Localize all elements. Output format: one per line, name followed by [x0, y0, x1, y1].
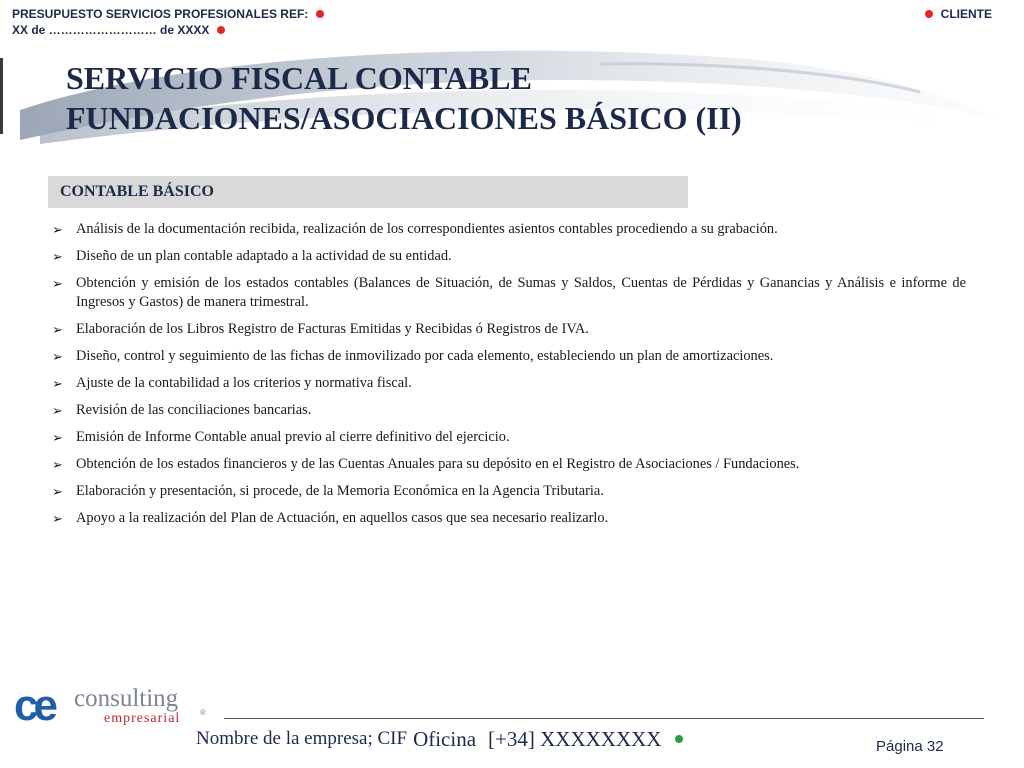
header-ref-row	[12, 6, 324, 22]
red-dot-icon	[316, 10, 324, 18]
list-item	[52, 247, 966, 266]
list-item	[52, 428, 966, 447]
list-item-text: Obtención y emisión de los estados contables (Balances de Situación, de Sumas y Saldos, Cuentas de Pérdidas y Ganancias y Análisis e informe de Ingresos y Gastos) de manera trimestral.	[76, 275, 966, 310]
page-number: Página 32	[876, 738, 944, 755]
header-left	[12, 6, 324, 38]
green-dot-icon	[675, 735, 683, 743]
arrow-bullet-icon: ➢	[52, 511, 63, 526]
title-line-1: SERVICIO FISCAL CONTABLE	[66, 60, 532, 96]
arrow-bullet-icon: ➢	[52, 376, 63, 391]
arrow-bullet-icon: ➢	[52, 222, 63, 237]
footer-phone: [+34] XXXXXXXX	[488, 727, 662, 751]
red-dot-icon	[925, 10, 933, 18]
header-date-row	[12, 22, 324, 38]
arrow-bullet-icon: ➢	[52, 322, 63, 337]
list-item	[52, 509, 966, 528]
list-item-text: Elaboración y presentación, si procede, de la Memoria Económica en la Agencia Tributaria.	[76, 483, 604, 499]
list-item	[52, 374, 966, 393]
list-item-text: Elaboración de los Libros Registro de Facturas Emitidas y Recibidas ó Registros de IVA.	[76, 321, 589, 337]
list-item	[52, 220, 966, 239]
logo-mark: ce	[14, 684, 53, 728]
registered-mark: ®	[200, 708, 206, 717]
footer-contact	[196, 727, 683, 751]
list-item	[52, 347, 966, 366]
list-item-text: Diseño de un plan contable adaptado a la actividad de su entidad.	[76, 248, 452, 264]
page-title	[66, 58, 742, 138]
footer-office: Oficina	[413, 727, 477, 751]
arrow-bullet-icon: ➢	[52, 276, 63, 291]
arrow-bullet-icon: ➢	[52, 349, 63, 364]
list-item-text: Ajuste de la contabilidad a los criterios y normativa fiscal.	[76, 375, 412, 391]
section-header	[48, 176, 688, 208]
list-item	[52, 274, 966, 312]
left-accent-bar	[0, 58, 3, 134]
logo-word-empresarial: empresarial	[104, 711, 181, 726]
list-item-text: Diseño, control y seguimiento de las fichas de inmovilizado por cada elemento, estableciendo un plan de amortizaciones.	[76, 348, 774, 364]
footer-company: Nombre de la empresa; CIF	[196, 728, 408, 749]
section-label: CONTABLE BÁSICO	[60, 183, 214, 200]
list-item-text: Emisión de Informe Contable anual previo al cierre definitivo del ejercicio.	[76, 429, 510, 445]
list-item-text: Apoyo a la realización del Plan de Actuación, en aquellos casos que sea necesario realizarlo.	[76, 510, 609, 526]
company-logo	[14, 684, 214, 728]
list-item	[52, 320, 966, 339]
list-item-text: Revisión de las conciliaciones bancarias.	[76, 402, 312, 418]
logo-word-consulting: consulting	[74, 685, 179, 712]
list-item	[52, 455, 966, 474]
arrow-bullet-icon: ➢	[52, 430, 63, 445]
header-date-text: XX de ……………………… de XXXX	[12, 23, 210, 37]
arrow-bullet-icon: ➢	[52, 249, 63, 264]
service-list	[52, 220, 966, 536]
list-item	[52, 401, 966, 420]
arrow-bullet-icon: ➢	[52, 484, 63, 499]
arrow-bullet-icon: ➢	[52, 403, 63, 418]
red-dot-icon	[217, 26, 225, 34]
footer-divider	[224, 718, 984, 719]
header-ref-text: PRESUPUESTO SERVICIOS PROFESIONALES REF:	[12, 7, 309, 21]
arrow-bullet-icon: ➢	[52, 457, 63, 472]
header-right	[925, 6, 992, 22]
title-line-2: FUNDACIONES/ASOCIACIONES BÁSICO (II)	[66, 100, 742, 136]
list-item-text: Obtención de los estados financieros y de las Cuentas Anuales para su depósito en el Registro de Asociaciones / Fundaciones.	[76, 456, 800, 472]
header-client-text: CLIENTE	[940, 7, 992, 21]
list-item	[52, 482, 966, 501]
list-item-text: Análisis de la documentación recibida, realización de los correspondientes asientos contables procediendo a su grabación.	[76, 221, 778, 237]
